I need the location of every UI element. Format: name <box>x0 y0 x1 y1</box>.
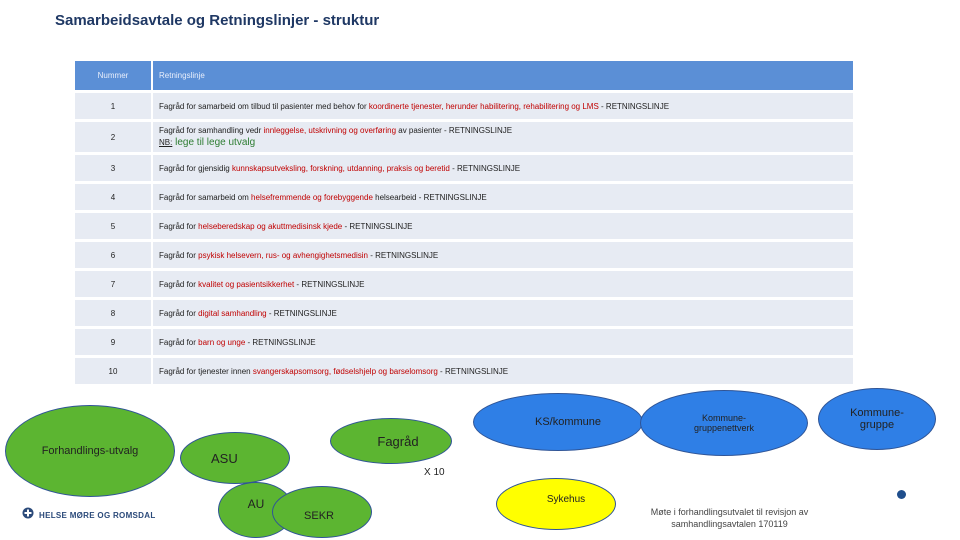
text-post: - RETNINGSLINJE <box>245 337 316 347</box>
row-number: 2 <box>75 122 153 152</box>
retningslinje-text <box>153 93 853 119</box>
retningslinje-text <box>153 271 853 297</box>
row-number: 3 <box>75 155 153 181</box>
forhandlingsutvalg-label: Forhandlings-utvalg <box>41 445 139 457</box>
text-highlight: kvalitet og pasientsikkerhet <box>198 279 295 289</box>
retningslinje-text <box>153 184 853 210</box>
text-post: - RETNINGSLINJE <box>598 101 670 111</box>
kommunegruppenettverk-label: Kommune-gruppenettverk <box>693 413 755 433</box>
au-label: AU <box>247 497 265 511</box>
table-header-row <box>75 61 853 90</box>
table-row <box>75 300 853 326</box>
asu-ellipse <box>180 432 290 484</box>
retningslinje-text <box>153 300 853 326</box>
text-post: - RETNINGSLINJE <box>449 163 521 173</box>
ks-kommune-label: KS/kommune <box>534 416 602 428</box>
forhandlingsutvalg-ellipse <box>5 405 175 497</box>
kommunegruppe-ellipse <box>818 388 936 450</box>
text-post: - RETNINGSLINJE <box>368 250 439 260</box>
nb-note <box>159 137 847 148</box>
text-highlight: koordinerte tjenester, herunder habilitering, rehabilitering og LMS <box>368 101 599 111</box>
ks-kommune-ellipse <box>473 393 643 451</box>
kommunegruppenettverk-ellipse <box>640 390 808 456</box>
text-post: - RETNINGSLINJE <box>266 308 337 318</box>
text-pre: Fagråd for <box>159 308 199 318</box>
text-pre: Fagråd for tjenester innen <box>159 366 253 376</box>
text-post: av pasienter - RETNINGSLINJE <box>396 126 513 135</box>
fagrad-label: Fagråd <box>377 433 419 449</box>
table-row <box>75 122 853 152</box>
text-highlight: innleggelse, utskrivning og overføring <box>263 126 397 135</box>
retningslinje-text <box>153 122 853 152</box>
retningslinje-text <box>153 358 853 384</box>
table-row <box>75 93 853 119</box>
text-post: - RETNINGSLINJE <box>294 279 365 289</box>
sekr-label: SEKR <box>304 510 334 522</box>
nb-label: NB: <box>159 138 173 147</box>
sekr-ellipse <box>272 486 372 538</box>
row-number: 7 <box>75 271 153 297</box>
row-number: 4 <box>75 184 153 210</box>
helse-logo-icon <box>22 506 34 524</box>
text-post: helsearbeid - RETNINGSLINJE <box>372 192 487 202</box>
row-number: 6 <box>75 242 153 268</box>
text-pre: Fagråd for <box>159 221 199 231</box>
retningslinje-text <box>153 213 853 239</box>
bullet-dot <box>897 490 906 499</box>
row-number: 9 <box>75 329 153 355</box>
retningslinje-text <box>153 242 853 268</box>
fagrad-ellipse <box>330 418 452 464</box>
sykehus-ellipse <box>496 478 616 530</box>
helse-logo-text: HELSE MØRE OG ROMSDAL <box>39 510 156 520</box>
kommunegruppe-label: Kommune-gruppe <box>850 407 904 431</box>
asu-label: ASU <box>211 450 238 466</box>
text-post: - RETNINGSLINJE <box>437 366 509 376</box>
text-highlight: digital samhandling <box>198 308 267 318</box>
table-row <box>75 242 853 268</box>
footer-text: Møte i forhandlingsutvalet til revisjon av samhandlingsavtalen 170119 <box>650 507 809 529</box>
retningslinje-text <box>153 155 853 181</box>
text-pre: Fagråd for <box>159 279 199 289</box>
text-highlight: helsefremmende og forebyggende <box>251 192 373 202</box>
text-pre: Fagråd for samarbeid om <box>159 192 252 202</box>
text-highlight: kunnskapsutveksling, forskning, utdanning, praksis og beretid <box>231 163 450 173</box>
column-header-retningslinje: Retningslinje <box>153 61 853 90</box>
table-row <box>75 155 853 181</box>
text-pre: Fagråd for samhandling vedr <box>159 126 264 135</box>
text-pre: Fagråd for samarbeid om tilbud til pasienter med behov for <box>159 101 369 111</box>
retningslinjer-table <box>75 58 853 387</box>
table-row <box>75 184 853 210</box>
row-number: 1 <box>75 93 153 119</box>
text-pre: Fagråd for <box>159 250 199 260</box>
text-highlight: psykisk helsevern, rus- og avhengighetsmedisin <box>198 250 369 260</box>
row-number: 5 <box>75 213 153 239</box>
helse-logo <box>22 506 156 524</box>
text-post: - RETNINGSLINJE <box>342 221 413 231</box>
table-row <box>75 213 853 239</box>
text-pre: Fagråd for <box>159 337 199 347</box>
text-pre: Fagråd for gjensidig <box>159 163 232 173</box>
retningslinje-text <box>153 329 853 355</box>
page-title: Samarbeidsavtale og Retningslinjer - struktur <box>55 12 380 29</box>
row-number: 8 <box>75 300 153 326</box>
text-highlight: svangerskapsomsorg, fødselshjelp og barselomsorg <box>252 366 438 376</box>
text-highlight: helseberedskap og akuttmedisinsk kjede <box>198 221 343 231</box>
table-row <box>75 329 853 355</box>
sykehus-label: Sykehus <box>546 493 586 505</box>
row-number: 10 <box>75 358 153 384</box>
x10-label: X 10 <box>424 467 445 478</box>
text-highlight: barn og unge <box>198 337 246 347</box>
table-row <box>75 358 853 384</box>
nb-text: lege til lege utvalg <box>172 137 256 148</box>
table-row <box>75 271 853 297</box>
column-header-nummer: Nummer <box>75 61 153 90</box>
